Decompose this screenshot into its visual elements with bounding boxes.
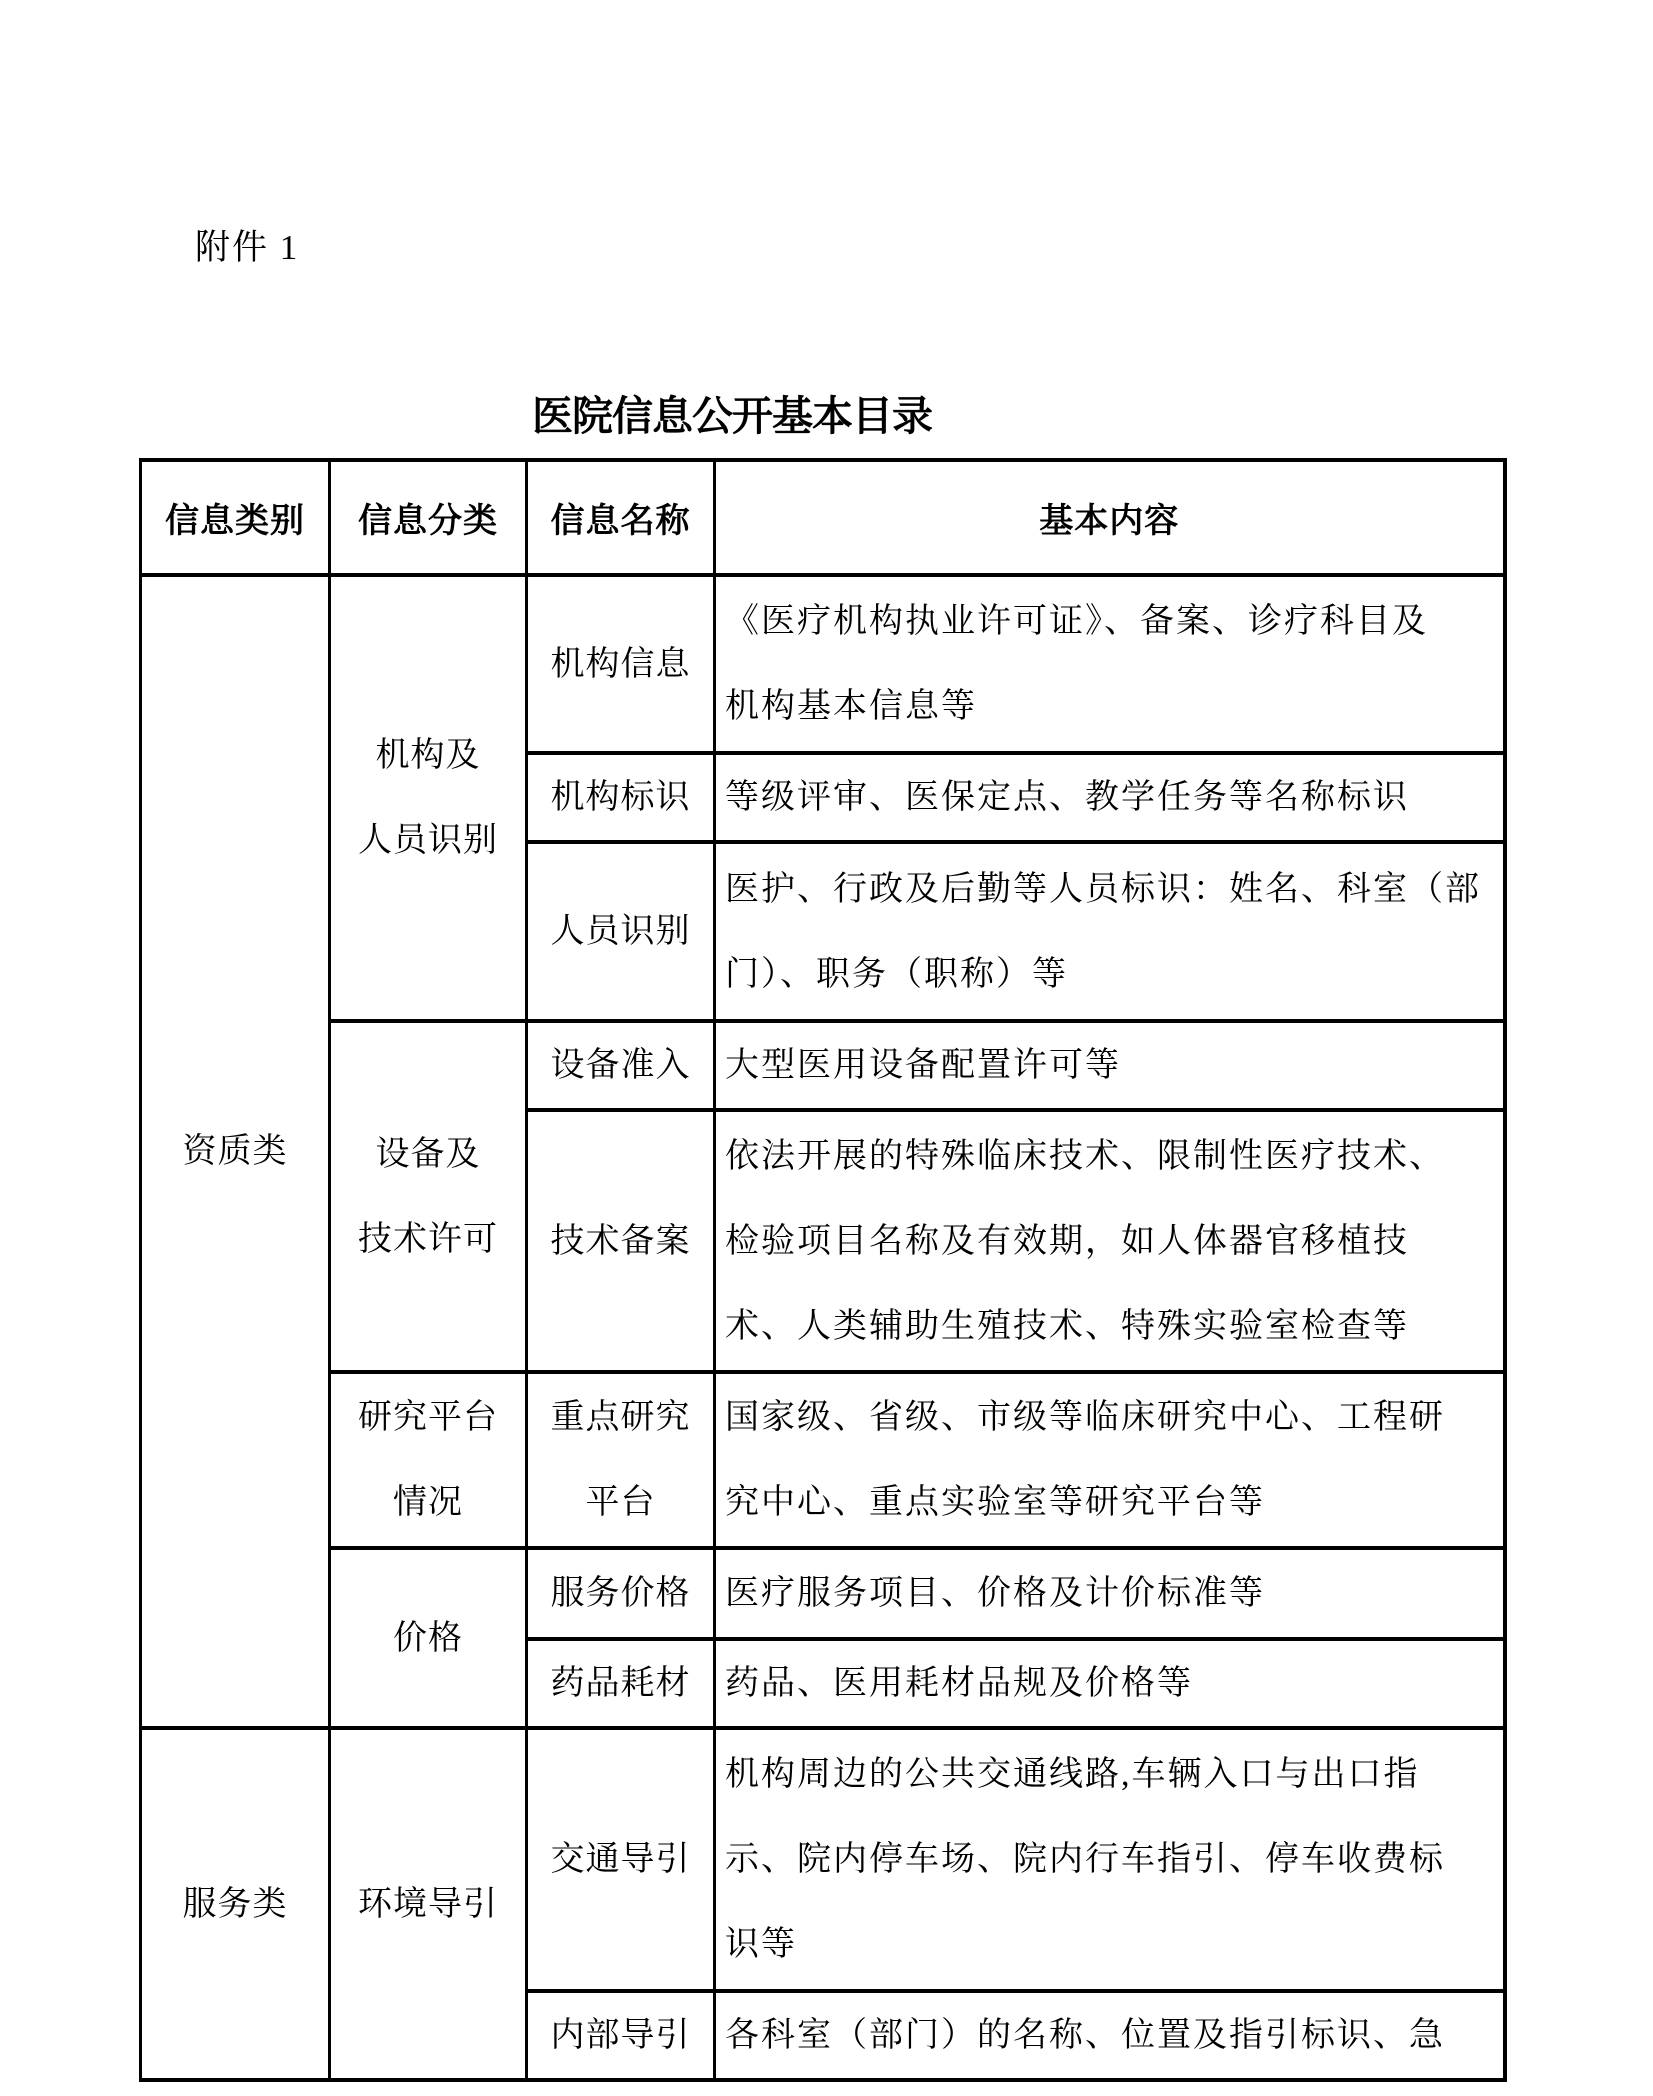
name-cell: 内部导引	[527, 1991, 715, 2080]
column-header-category: 信息类别	[141, 460, 330, 575]
column-header-name: 信息名称	[527, 460, 715, 575]
content-line: 医疗服务项目、价格及计价标准等	[725, 1575, 1265, 1612]
content-line: 示、院内停车场、院内行车指引、停车收费标	[725, 1841, 1445, 1878]
content-cell	[715, 1991, 1505, 2080]
catalog-table	[139, 458, 1507, 2082]
content-cell	[715, 1110, 1505, 1372]
content-cell	[715, 842, 1505, 1021]
content-line: 检验项目名称及有效期，如人体器官移植技	[725, 1222, 1409, 1260]
content-cell	[715, 1021, 1505, 1110]
column-header-content: 基本内容	[715, 460, 1505, 575]
content-cell	[715, 1548, 1505, 1639]
name-cell: 设备准入	[527, 1021, 715, 1110]
content-line: 《医疗机构执业许可证》、备案、诊疗科目及	[725, 603, 1428, 640]
content-line: 机构基本信息等	[725, 688, 977, 725]
content-line: 药品、医用耗材品规及价格等	[725, 1665, 1193, 1702]
content-line: 究中心、重点实验室等研究平台等	[725, 1484, 1265, 1521]
content-cell	[715, 1728, 1505, 1991]
table-row	[141, 1728, 1505, 1991]
name-cell: 交通导引	[527, 1728, 715, 1991]
content-line: 等级评审、医保定点、教学任务等名称标识	[725, 779, 1409, 816]
content-cell	[715, 1372, 1505, 1548]
name-cell: 技术备案	[527, 1110, 715, 1372]
header-row	[141, 460, 1505, 575]
group-cell-jiage: 价格	[330, 1548, 527, 1728]
content-line: 国家级、省级、市级等临床研究中心、工程研	[725, 1399, 1445, 1436]
group-line: 技术许可	[358, 1220, 498, 1258]
content-cell	[715, 1639, 1505, 1728]
content-cell	[715, 753, 1505, 842]
content-line: 医护、行政及后勤等人员标识：姓名、科室（部	[725, 870, 1481, 908]
group-line: 机构及	[375, 737, 481, 774]
group-cell-yanjiu-pingtai	[330, 1372, 527, 1548]
table-row	[141, 575, 1505, 753]
name-cell: 服务价格	[527, 1548, 715, 1639]
group-cell-shebei-jishu	[330, 1021, 527, 1372]
column-header-group: 信息分类	[330, 460, 527, 575]
name-cell: 人员识别	[527, 842, 715, 1021]
category-cell-fuwu: 服务类	[141, 1728, 330, 2080]
content-line: 术、人类辅助生殖技术、特殊实验室检查等	[725, 1307, 1409, 1345]
group-cell-jigou-renyuan	[330, 575, 527, 1021]
name-cell: 机构信息	[527, 575, 715, 753]
document-title: 医院信息公开基本目录	[532, 393, 932, 439]
content-cell	[715, 575, 1505, 753]
content-line: 门）、职务（职称）等	[725, 955, 1068, 993]
content-line: 各科室（部门）的名称、位置及指引标识、急	[725, 2017, 1445, 2054]
group-line: 人员识别	[358, 822, 498, 859]
table-row	[141, 1372, 1505, 1548]
table-row	[141, 1548, 1505, 1639]
name-cell: 机构标识	[527, 753, 715, 842]
category-cell-zizhi: 资质类	[141, 575, 330, 1728]
name-cell	[527, 1372, 715, 1548]
content-line: 机构周边的公共交通线路,车辆入口与出口指	[725, 1756, 1420, 1793]
group-line: 设备及	[375, 1135, 481, 1173]
group-line: 情况	[393, 1484, 463, 1521]
content-line: 大型医用设备配置许可等	[725, 1047, 1121, 1084]
group-line: 研究平台	[358, 1399, 498, 1436]
attachment-label: 附件 1	[195, 228, 300, 267]
name-line: 平台	[585, 1484, 656, 1521]
content-line: 识等	[725, 1926, 797, 1963]
name-cell: 药品耗材	[527, 1639, 715, 1728]
group-cell-huanjing-daoyin: 环境导引	[330, 1728, 527, 2080]
name-line: 重点研究	[550, 1399, 691, 1436]
table-row	[141, 1021, 1505, 1110]
content-line: 依法开展的特殊临床技术、限制性医疗技术、	[725, 1137, 1445, 1175]
